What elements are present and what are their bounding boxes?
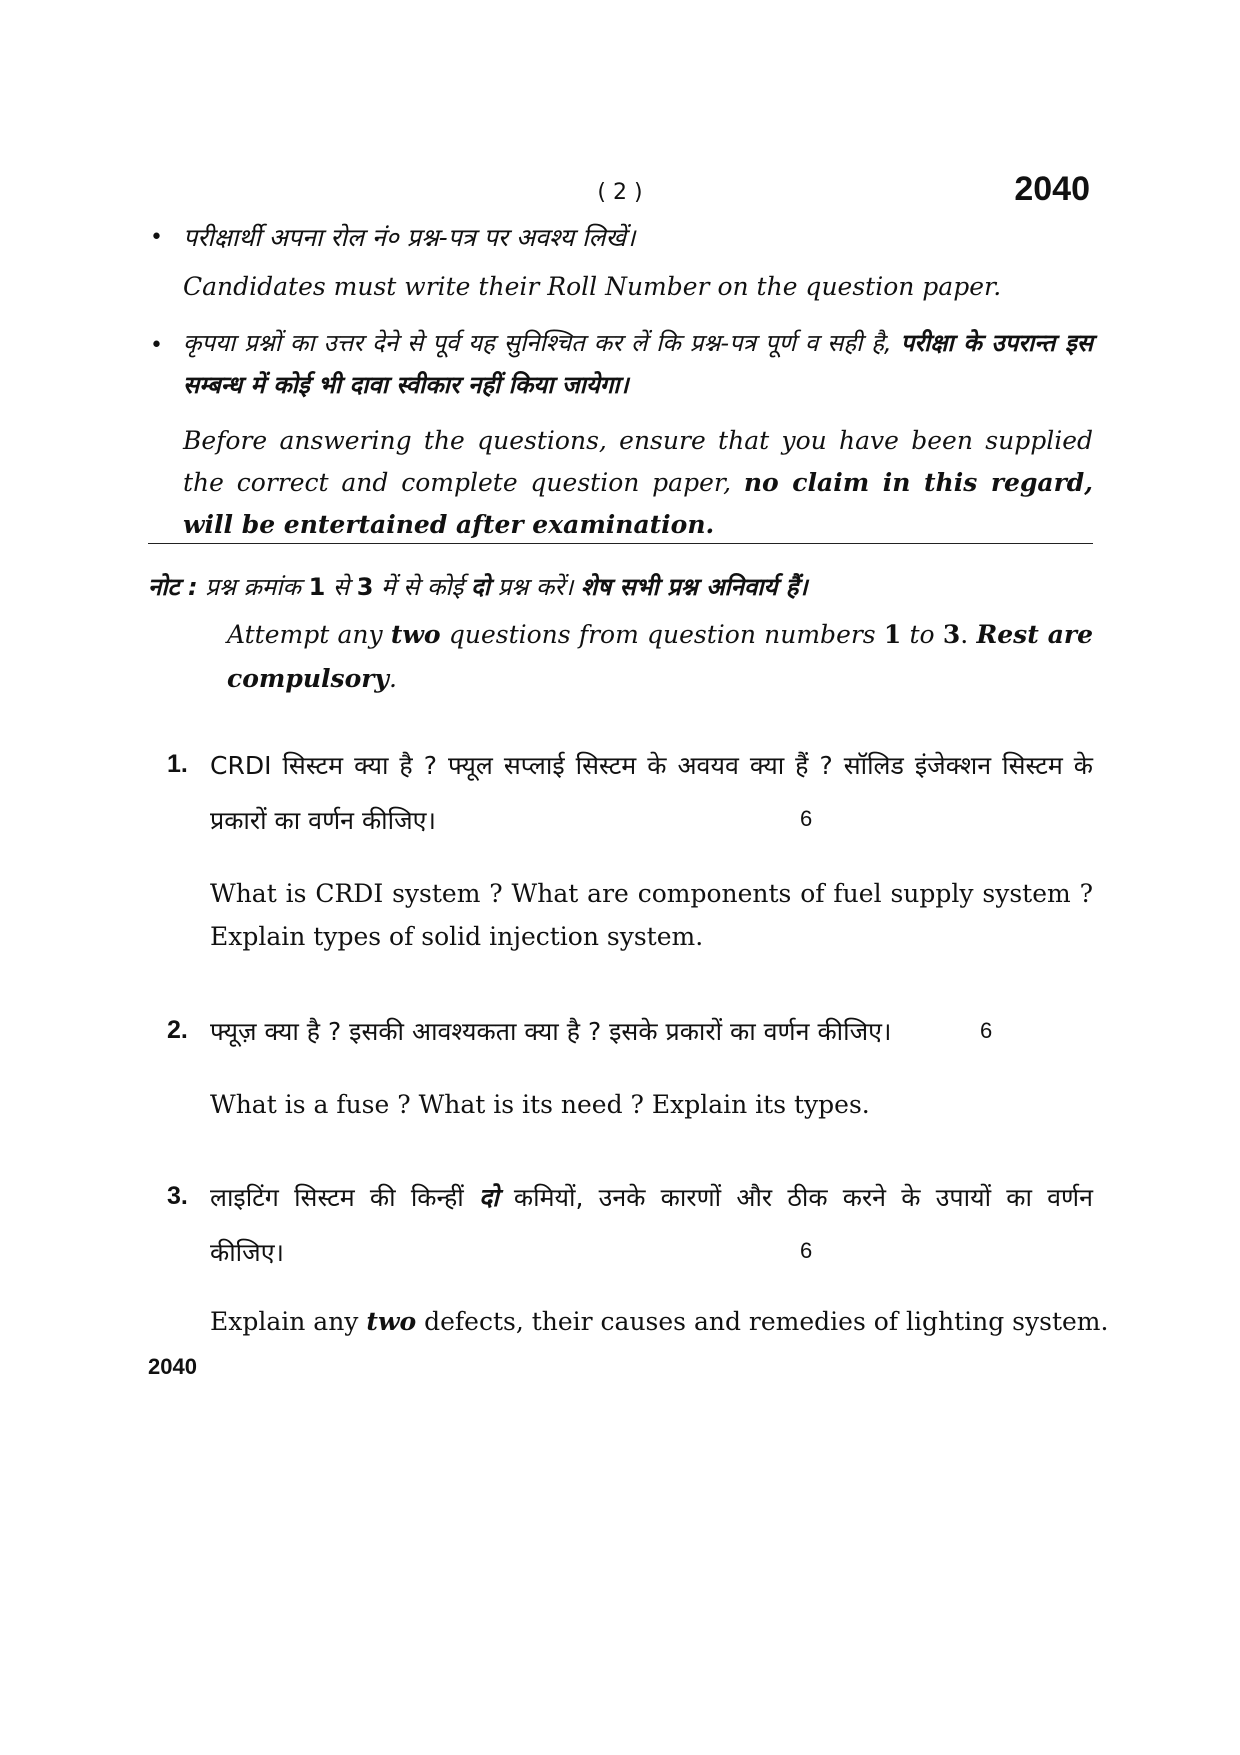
question-1-number: 1. — [167, 750, 188, 778]
page-number: ( 2 ) — [597, 180, 643, 205]
question-1-hindi-line-1: CRDI सिस्टम क्या है ? फ्यूल सप्लाई सिस्टम के अवयव क्या हैं ? सॉलिड इंजेक्शन सिस्टम के — [210, 751, 1093, 780]
note-english-dot: . — [960, 620, 969, 649]
question-2-hindi: फ्यूज़ क्या है ? इसकी आवश्यकता क्या है ? इसके प्रकारों का वर्णन कीजिए। — [210, 1017, 892, 1046]
question-3-english — [210, 1300, 1108, 1343]
question-1-hindi-line-2: प्रकारों का वर्णन कीजिए। — [210, 806, 436, 835]
question-3-number: 3. — [167, 1182, 188, 1210]
question-3-english-two: two — [366, 1307, 417, 1336]
roll-instruction-hindi: परीक्षार्थी अपना रोल नं० प्रश्न-पत्र पर अवश्य लिखें। — [183, 223, 636, 252]
note-hindi-text-3: में से कोई — [381, 573, 464, 601]
note-label: नोट : — [148, 573, 198, 601]
note-english-num-2: 3 — [942, 620, 961, 649]
roll-instruction-english: Candidates must write their Roll Number on the question paper. — [183, 272, 1002, 301]
note-hindi — [148, 570, 808, 603]
note-english-to: to — [909, 620, 935, 649]
note-english-rest: Rest are compulsory — [227, 620, 1094, 693]
check-hindi-bold: परीक्षा के उपरान्त इस सम्बन्ध में कोई भी दावा स्वीकार नहीं किया जायेगा। — [183, 329, 1093, 399]
question-3-english-text-a: Explain any — [210, 1307, 359, 1336]
note-hindi-text-2: से — [332, 573, 350, 601]
check-english-plain: Before answering the questions, ensure that you have been supplied the correct and complete question paper, — [183, 426, 1093, 497]
paper-code-bottom: 2040 — [148, 1354, 197, 1379]
note-english-end: . — [388, 664, 397, 693]
question-3-hindi-line-2: कीजिए। — [210, 1238, 285, 1267]
divider-line — [148, 543, 1093, 544]
bullet-2: • — [150, 333, 163, 358]
question-3-hindi-text-b: कमियों, उनके कारणों और ठीक करने के उपायों का वर्णन — [513, 1183, 1093, 1212]
note-english-two: two — [390, 620, 441, 649]
question-2-number: 2. — [167, 1016, 188, 1044]
question-1-marks: 6 — [800, 806, 813, 831]
question-1-english: What is CRDI system ? What are components of fuel supply system ? Explain types of solid injection system. — [210, 879, 1093, 951]
question-3-marks: 6 — [800, 1238, 813, 1263]
check-hindi-plain: कृपया प्रश्नों का उत्तर देने से पूर्व यह सुनिश्चित कर लें कि प्रश्न-पत्र पूर्ण व सही है, — [183, 329, 892, 357]
note-english-num-1: 1 — [883, 620, 902, 649]
note-hindi-text-1: प्रश्न क्रमांक — [205, 573, 301, 601]
note-hindi-text-4: प्रश्न करें। — [497, 573, 574, 601]
question-3-hindi-two: दो — [478, 1183, 499, 1212]
question-3-english-text-b: defects, their causes and remedies of lighting system. — [424, 1307, 1109, 1336]
bullet-1: • — [150, 225, 163, 250]
check-english-bold: no claim in this regard, will be entertained after examination. — [183, 468, 1093, 539]
note-hindi-num-2: 3 — [356, 573, 374, 601]
check-instruction-hindi — [183, 322, 1093, 406]
note-english — [227, 613, 1093, 701]
note-hindi-num-1: 1 — [308, 573, 326, 601]
question-3-hindi-text-a: लाइटिंग सिस्टम की किन्हीं — [210, 1183, 464, 1212]
question-2-marks: 6 — [980, 1018, 993, 1043]
check-instruction-english — [183, 420, 1093, 546]
note-english-text-1: Attempt any — [227, 620, 383, 649]
paper-code-top: 2040 — [1014, 170, 1090, 208]
note-hindi-two: दो — [471, 573, 490, 601]
question-2-english: What is a fuse ? What is its need ? Explain its types. — [210, 1090, 870, 1119]
question-3-hindi-line-1 — [210, 1180, 1093, 1214]
note-english-text-2: questions from question numbers — [448, 620, 876, 649]
note-hindi-rest: शेष सभी प्रश्न अनिवार्य हैं। — [580, 573, 808, 601]
